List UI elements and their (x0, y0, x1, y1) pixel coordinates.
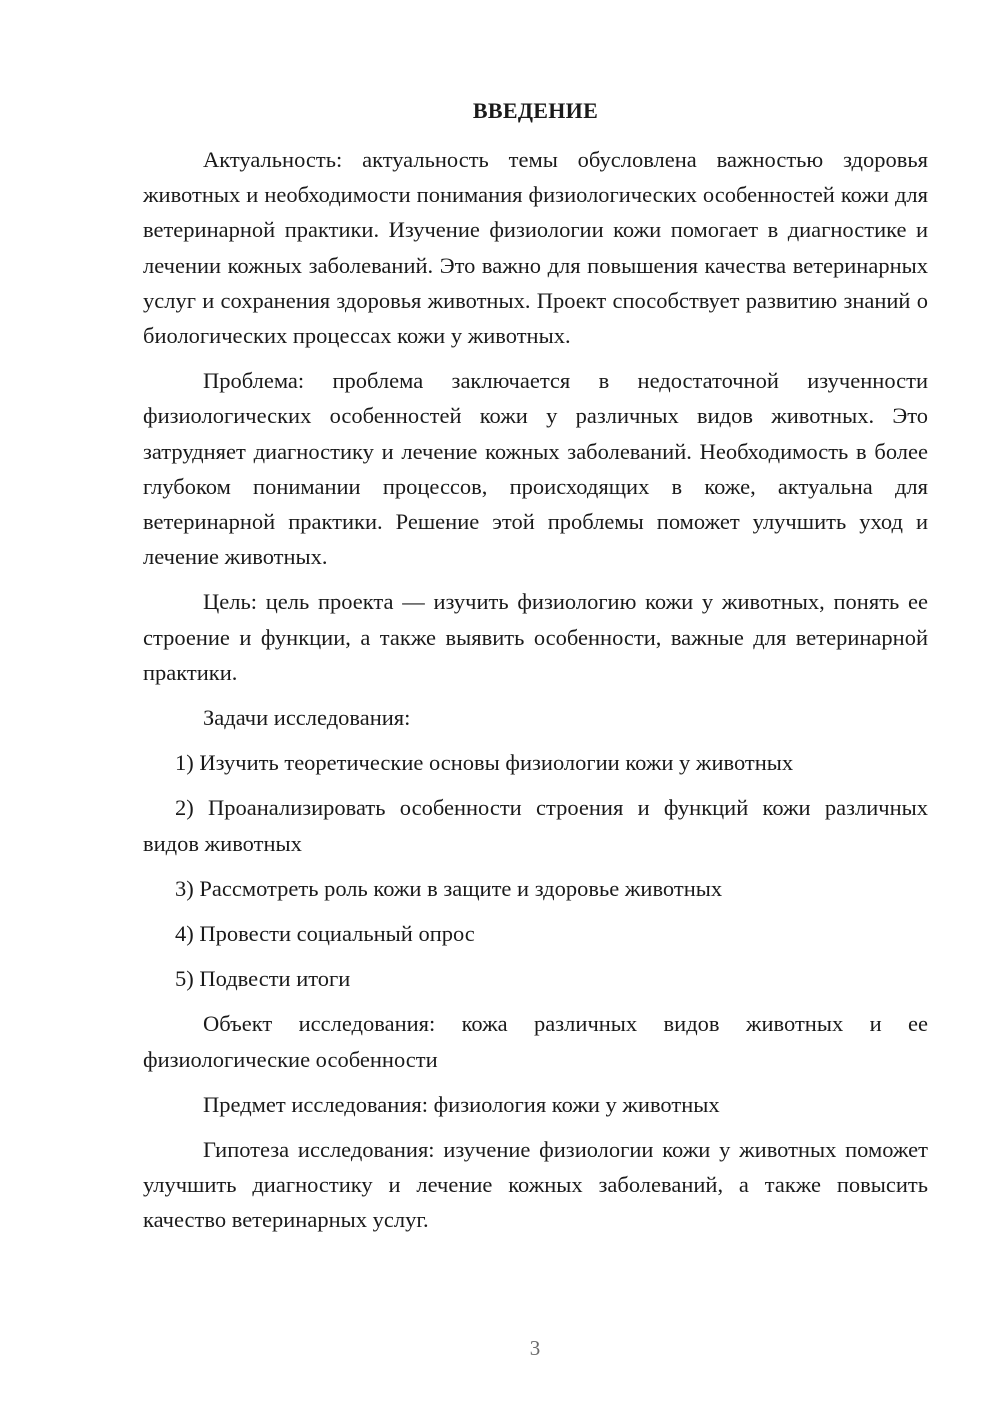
task-item-5: 5) Подвести итоги (175, 966, 351, 992)
paragraph-problem: Проблема: проблема заключается в недостаточной изученности физиологических особенностей кожи у различных видов животных. Это затрудняет диагностику и лечение кожных заболеваний. Необходимость в более глубоком понимании процессов, происходящих в коже, актуальна для ветеринарной практики. Решение этой проблемы поможет улучшить уход и лечение животных. (143, 368, 928, 570)
paragraph-hypothesis: Гипотеза исследования: изучение физиологии кожи у животных поможет улучшить диагностику и лечение кожных заболеваний, а также повысить качество ветеринарных услуг. (143, 1137, 928, 1233)
task-item-2: 2) Проанализировать особенности строения и функций кожи различных видов животных (143, 795, 928, 856)
paragraph-relevance: Актуальность: актуальность темы обусловлена важностью здоровья животных и необходимости понимания физиологических особенностей кожи для ветеринарной практики. Изучение физиологии кожи помогает в диагностике и лечении кожных заболеваний. Это важно для повышения качества ветеринарных услуг и сохранения здоровья животных. Проект способствует развитию знаний о биологических процессах кожи у животных. (143, 147, 928, 349)
page-number: 3 (529, 1336, 541, 1360)
document-body (143, 142, 928, 1248)
paragraph-subject: Предмет исследования: физиология кожи у животных (203, 1091, 720, 1117)
paragraph-goal: Цель: цель проекта — изучить физиологию кожи у животных, понять ее строение и функции, а также выявить особенности, важные для ветеринарной практики. (143, 589, 928, 685)
page-title: ВВЕДЕНИЕ (472, 98, 599, 123)
paragraph-object: Объект исследования: кожа различных видов животных и ее физиологические особенности (143, 1011, 928, 1072)
task-item-1: 1) Изучить теоретические основы физиологии кожи у животных (175, 750, 794, 776)
task-item-3: 3) Рассмотреть роль кожи в защите и здоровье животных (175, 875, 723, 901)
task-item-4: 4) Провести социальный опрос (175, 921, 475, 947)
paragraph-tasks-heading: Задачи исследования: (203, 705, 411, 731)
